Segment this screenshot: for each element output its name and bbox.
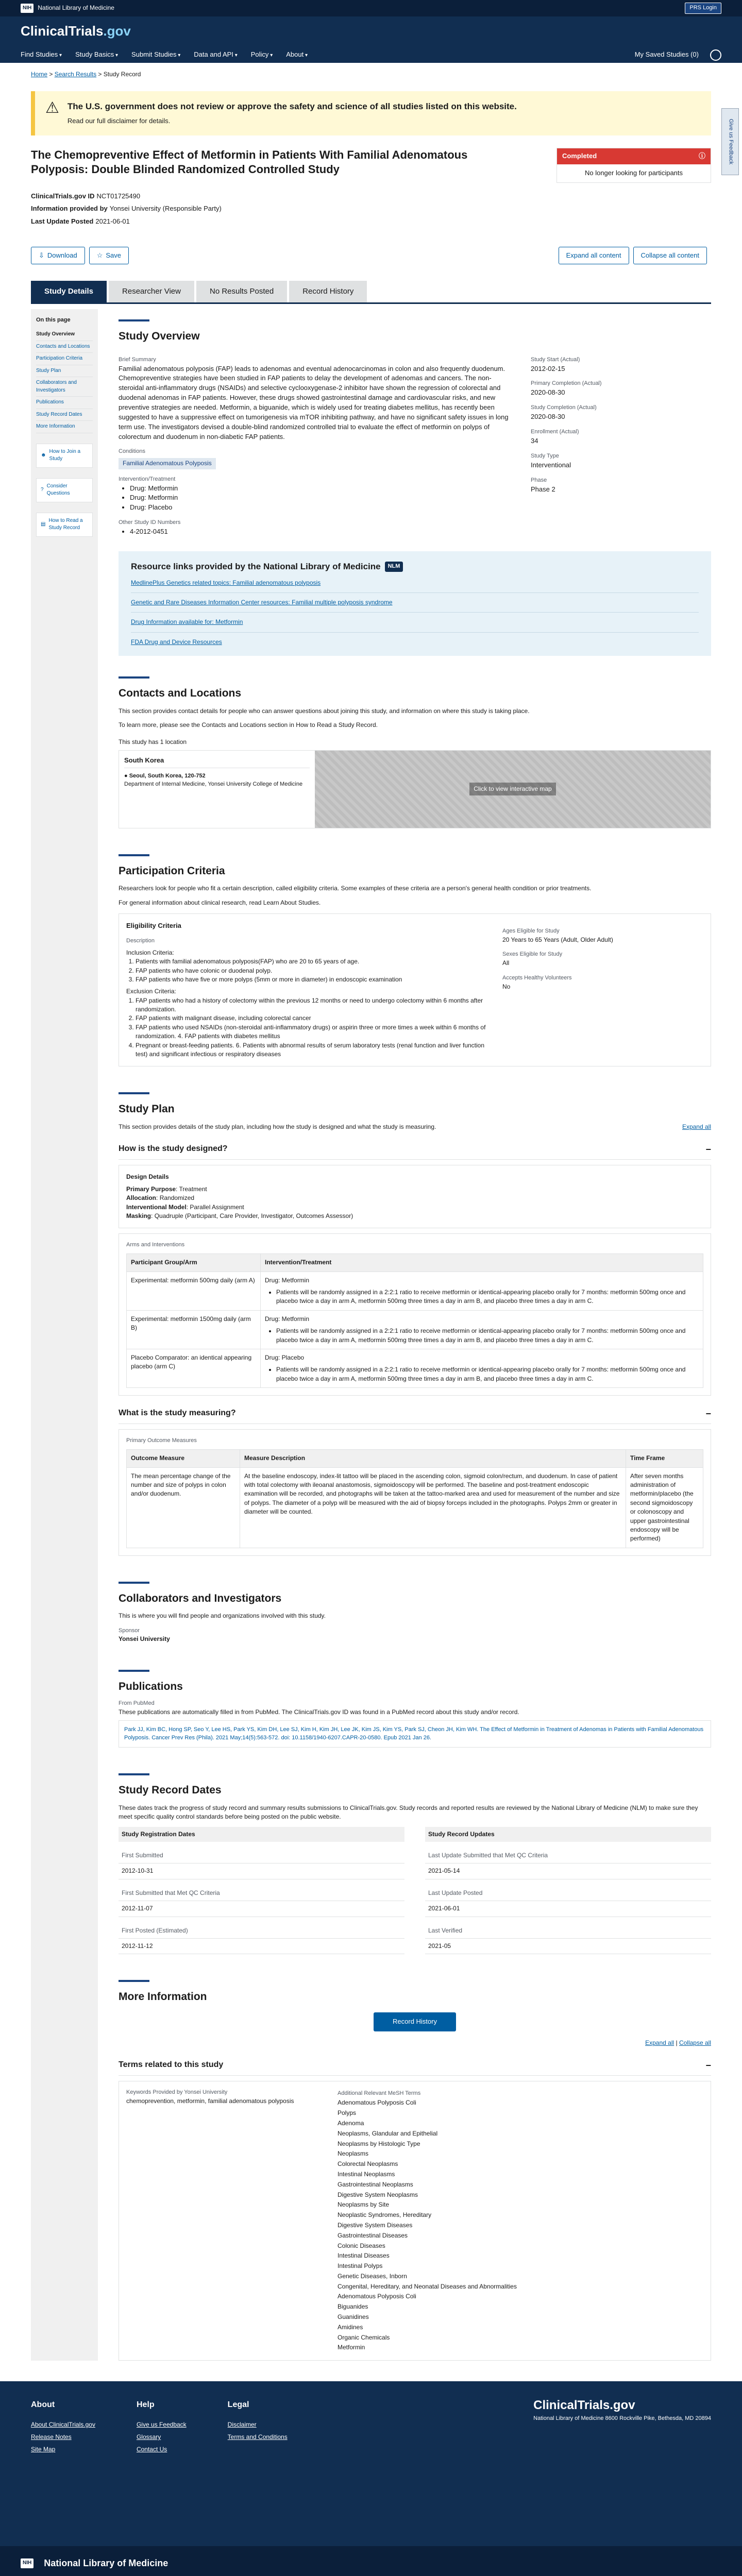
prs-login-button[interactable]: PRS Login (685, 3, 721, 14)
mesh-label: Additional Relevant MeSH Terms (338, 2090, 421, 2097)
mesh-term: Digestive System Neoplasms (338, 2191, 418, 2198)
pubs-intro: These publications are automatically filled in from PubMed. The ClinicalTrials.gov ID was found in a PubMed record about this study and/or record. (119, 1708, 519, 1716)
sidebar-item-contacts[interactable]: Contacts and Locations (36, 341, 93, 353)
sidebar-item-criteria[interactable]: Participation Criteria (36, 353, 93, 365)
tab-researcher-view[interactable]: Researcher View (109, 281, 194, 302)
ages-value: 20 Years to 65 Years (Adult, Older Adult) (502, 936, 613, 943)
study-meta (31, 190, 711, 228)
help-read-record[interactable] (36, 513, 93, 537)
plan-expand-all[interactable]: Expand all (682, 1123, 711, 1130)
terms-expand-all[interactable]: Expand all (645, 2039, 674, 2046)
mesh-term: Metformin (338, 2344, 365, 2351)
sidebar-item-overview[interactable]: Study Overview (36, 329, 93, 341)
mesh-term: Adenoma (338, 2119, 364, 2127)
design-value: Randomized (159, 1194, 195, 1202)
more-info-section: More Information Record History Expand all | Collapse all Terms related to this study − Keywords Provided by Yonsei University chemoprevention, metformin, familial adenomatous polyposis Additional Relevant MeSH Terms Adenomatous Polyposis Coli Polyps Adenoma Neoplasms, Glandular and Epithelial Neoplasms by Histologic Type Neoplasms Colorectal Neoplasms Intestinal Neoplasms Gastrointestinal Neoplasms Digestive System Neoplasms Neoplasms by Site Neoplastic Syndromes, Hereditary Digestive System Diseases Gastrointestinal Diseases Colonic Diseases Intestinal Diseases Intestinal Polyps Genetic Diseases, Inborn Congenital, Hereditary, and Neonatal Diseases and Abnormalities Adenomatous Polyposis Coli Biguanides Guanidines Amidines Organic Chemicals Metformin (119, 1980, 711, 2361)
collapse-all-button[interactable]: Collapse all content (633, 247, 707, 265)
section-rule (119, 1582, 149, 1584)
brief-label: Brief Summary (119, 356, 156, 363)
help-read-label: How to Read a Study Record (48, 517, 83, 531)
arm-desc: • Patients will be randomly assigned in a 2:2:1 ratio to receive metformin or identical-appearing placebo orally for 7 months: metformin 500mg once and placebo twice a day in arm A, metformin 500mg three times a day in arm B, and placebo three times a day in arm C. (276, 1365, 699, 1383)
plan-intro: This section provides details of the study plan, including how the study is designed and what the study is measuring. (119, 1123, 436, 1130)
resource-link[interactable]: MedlinePlus Genetics related topics: Familial adenomatous polyposis (131, 579, 321, 586)
download-icon: ⇩ (39, 251, 44, 259)
resource-row (131, 612, 699, 626)
location-count: This study has 1 location (119, 738, 187, 746)
download-button[interactable] (31, 247, 85, 265)
date-label: Last Update Posted (425, 1886, 711, 1901)
arm-name: Experimental: metformin 500mg daily (arm A) (127, 1272, 261, 1310)
study-start: 2012-02-15 (531, 364, 565, 372)
nlm-footer-title: National Library of Medicine (44, 2558, 168, 2569)
crumb-current: Study Record (103, 71, 141, 78)
eligibility-box (119, 913, 711, 1066)
resources-title: Resource links provided by the National Library of Medicine (131, 561, 381, 571)
arm-desc: • Patients will be randomly assigned in a 2:2:1 ratio to receive metformin or identical-appearing placebo orally for 7 months: metformin 500mg once and placebo twice a day in arm A, metformin 500mg three times a day in arm B, and placebo three times a day in arm C. (276, 1288, 699, 1306)
other-id: • 4-2012-0451 (130, 527, 510, 537)
study-title: The Chemopreventive Effect of Metformin in Patients With Familial Adenomatous Polyposis: Double Blinded Randomized Controlled Study (31, 148, 468, 176)
section-rule (119, 1773, 149, 1775)
outcome-measure: The mean percentage change of the number and size of polyps in colon and/or duodenum. (127, 1467, 240, 1548)
resource-row (131, 592, 699, 607)
sexes-value: All (502, 959, 510, 967)
location-site: Seoul, South Korea, 120-752 (129, 772, 206, 779)
footer-link[interactable]: Site Map (31, 2446, 56, 2453)
mesh-term: Intestinal Neoplasms (338, 2170, 395, 2178)
date-label: First Submitted that Met QC Criteria (119, 1886, 404, 1901)
footer-address: National Library of Medicine 8600 Rockville Pike, Bethesda, MD 20894 (533, 2415, 711, 2422)
dates-intro: These dates track the progress of study record and summary results submissions to ClinicalTrials.gov. Study records and reported results are reviewed by the National Library of Medicine (NLM) to make sure they meet specific quality control standards before being posted on the public website. (119, 1804, 698, 1821)
pubs-heading: Publications (119, 1680, 183, 1692)
study-type: Interventional (531, 461, 571, 469)
date-label: Last Update Submitted that Met QC Criteria (425, 1848, 711, 1863)
help-join-study[interactable] (36, 444, 93, 468)
mesh-term: Guanidines (338, 2313, 369, 2321)
mesh-term: Colonic Diseases (338, 2242, 385, 2249)
mesh-term: Neoplastic Syndromes, Hereditary (338, 2211, 432, 2219)
footer-link[interactable]: Terms and Conditions (227, 2433, 288, 2441)
condition-tag[interactable]: Familial Adenomatous Polyposis (119, 458, 216, 469)
collab-intro: This is where you will find people and organizations involved with this study. (119, 1612, 326, 1620)
footer-link[interactable]: About ClinicalTrials.gov (31, 2421, 95, 2429)
study-start-label: Study Start (Actual) (531, 356, 580, 363)
resource-link[interactable]: Genetic and Rare Diseases Information Center resources: Familial multiple polyposis syndrome (131, 598, 393, 606)
overview-heading: Study Overview (119, 330, 200, 343)
tab-record-history[interactable]: Record History (289, 281, 367, 302)
mesh-term: Genetic Diseases, Inborn (338, 2272, 407, 2280)
criteria-section (119, 854, 711, 1067)
dates-header: Study Registration Dates (119, 1827, 404, 1842)
nlm-title: National Library of Medicine (38, 4, 114, 12)
footer-link[interactable]: Disclaimer (227, 2421, 257, 2429)
alert-title: The U.S. government does not review or approve the safety and science of all studies listed on this website. (67, 101, 517, 112)
mesh-term: Adenomatous Polyposis Coli (338, 2099, 416, 2107)
mesh-term: Gastrointestinal Diseases (338, 2231, 408, 2239)
exclusion-item: 2. FAP patients with malignant disease, including colorectal cancer (136, 1014, 487, 1023)
sidebar-item-plan[interactable]: Study Plan (36, 365, 93, 378)
mesh-term: Colorectal Neoplasms (338, 2160, 398, 2168)
outcome-header: Time Frame (626, 1450, 703, 1467)
footer-logo[interactable] (533, 2397, 711, 2423)
tab-study-details[interactable]: Study Details (31, 281, 107, 302)
sexes-label: Sexes Eligible for Study (502, 951, 563, 958)
design-label: Interventional Model (126, 1203, 187, 1211)
tab-bar (31, 281, 711, 304)
help-questions[interactable] (36, 478, 93, 502)
design-label: Masking (126, 1212, 151, 1219)
table-row (127, 1310, 703, 1349)
arms-header: Participant Group/Arm (127, 1254, 261, 1272)
ages-label: Ages Eligible for Study (502, 927, 560, 934)
mesh-term: Neoplasms (338, 2150, 369, 2158)
footer-logo-text: ClinicalTrials.gov (533, 2398, 635, 2413)
study-completion-label: Study Completion (Actual) (531, 404, 597, 411)
nlm-footer (0, 2546, 742, 2576)
study-overview-section (119, 319, 711, 656)
enrollment-label: Enrollment (Actual) (531, 429, 579, 435)
location-region: South Korea (124, 756, 310, 768)
section-rule (119, 1980, 149, 1982)
enrollment: 34 (531, 436, 538, 445)
location-site-detail: Department of Internal Medicine, Yonsei University College of Medicine (124, 781, 303, 787)
inclusion-item: 2. FAP patients who have colonic or duodenal polyp. (136, 967, 487, 975)
arm-desc: • Patients will be randomly assigned in a 2:2:1 ratio to receive metformin or identical-appearing placebo orally for 7 months: metformin 500mg once and placebo twice a day in arm A, metformin 500mg three times a day in arm B, and placebo three times a day in arm C. (276, 1327, 699, 1345)
save-label: Save (106, 251, 122, 259)
tab-no-results[interactable]: No Results Posted (196, 281, 287, 302)
gov-bar (0, 0, 742, 16)
arm-name: Placebo Comparator: an identical appearing placebo (arm C) (127, 1349, 261, 1387)
location-pin-icon: ● (124, 772, 128, 779)
crumb-home[interactable]: Home (31, 71, 48, 78)
plan-heading: Study Plan (119, 1103, 175, 1115)
nct-label: ClinicalTrials.gov ID (31, 192, 95, 200)
posted-label: Last Update Posted (31, 217, 94, 225)
phase-label: Phase (531, 477, 547, 483)
footer-col-title: Help (136, 2400, 155, 2410)
contacts-section (119, 676, 711, 828)
feedback-tab[interactable] (721, 108, 739, 175)
intervention-item: • Drug: Metformin (130, 493, 510, 503)
design-title: Design Details (126, 1173, 169, 1181)
terms-heading: Terms related to this study (119, 2060, 224, 2070)
mesh-term: Intestinal Diseases (338, 2252, 390, 2260)
interactive-map[interactable] (315, 751, 711, 828)
nct-id: NCT01725490 (96, 192, 141, 200)
date-value: 2012-11-12 (119, 1939, 404, 1954)
status-note: No longer looking for participants (584, 168, 683, 177)
more-heading: More Information (119, 1991, 207, 2003)
mesh-term: Congenital, Hereditary, and Neonatal Diseases and Abnormalities (338, 2282, 517, 2290)
outcome-time: After seven months administration of metformin/placebo (the second sigmoidoscopy or colonoscopy and upper gastrointestinal endoscopy will be performed) (626, 1467, 703, 1548)
status-label: Completed (562, 151, 597, 160)
criteria-general: For general information about clinical research, read Learn About Studies. (119, 899, 321, 906)
disclaimer-alert (31, 91, 711, 135)
table-row (127, 1467, 703, 1548)
document-icon: ▤ (41, 521, 46, 527)
record-history-button[interactable]: Record History (374, 2012, 456, 2031)
resource-link[interactable]: Drug Information available for: Metformin (131, 618, 243, 626)
warning-icon: ⚠ (45, 99, 59, 117)
eligibility-title: Eligibility Criteria (126, 921, 181, 929)
collapse-icon[interactable]: − (705, 1409, 711, 1419)
design-label: Allocation (126, 1194, 157, 1202)
terms-box (119, 2081, 711, 2361)
sidebar-title: On this page (36, 317, 71, 324)
record-dates-section (119, 1773, 711, 1954)
outcome-header: Outcome Measure (127, 1450, 240, 1467)
expand-all-button[interactable]: Expand all content (559, 247, 629, 265)
outcome-title: Primary Outcome Measures (126, 1437, 197, 1444)
collapse-icon[interactable]: − (705, 2060, 711, 2071)
arm-drug: Drug: Metformin (265, 1276, 310, 1284)
dates-header: Study Record Updates (425, 1827, 711, 1842)
citation[interactable] (119, 1720, 711, 1748)
crumb-search-results[interactable]: Search Results (54, 71, 97, 78)
collaborators-section (119, 1582, 711, 1644)
inclusion-item: 3. FAP patients who have five or more polyps (5mm or more in diameter) in endoscopic examination (136, 975, 487, 984)
contacts-heading: Contacts and Locations (119, 687, 242, 700)
logo-tld: .gov (103, 23, 131, 39)
nav-find-studies[interactable]: Find Studies ▾ (21, 50, 62, 60)
nlm-resources (119, 551, 711, 656)
info-provider: Yonsei University (Responsible Party) (109, 205, 222, 213)
date-value: 2012-10-31 (119, 1863, 404, 1879)
saved-studies-link[interactable]: My Saved Studies (0) (634, 50, 699, 59)
footer-link[interactable]: Release Notes (31, 2433, 72, 2441)
date-value: 2021-05-14 (425, 1863, 711, 1879)
section-rule (119, 676, 149, 679)
section-rule (119, 1670, 149, 1672)
keywords-label: Keywords Provided by Yonsei University (126, 2089, 228, 2096)
keywords: chemoprevention, metformin, familial adenomatous polyposis (126, 2097, 294, 2105)
design-details-box: Design Details Primary Purpose: Treatment Allocation: Randomized Interventional Model: Parallel Assignment Masking: Quadruple (Participant, Care Provider, Investigator, Outcomes Assessor) (119, 1165, 711, 1228)
sidebar-item-collab[interactable]: Collaborators and Investigators (36, 377, 93, 397)
alert-text: Read our full disclaimer for details. (67, 117, 171, 125)
design-accordion[interactable] (119, 1140, 711, 1160)
mesh-term: Neoplasms, Glandular and Epithelial (338, 2129, 438, 2137)
intervention-label: Intervention/Treatment (119, 476, 176, 482)
collab-heading: Collaborators and Investigators (119, 1592, 282, 1604)
sidebar-item-more-info[interactable]: More Information (36, 421, 93, 433)
star-icon: ☆ (96, 251, 103, 259)
study-completion: 2020-08-30 (531, 413, 565, 421)
sidebar-item-publications[interactable]: Publications (36, 397, 93, 409)
measuring-question: What is the study measuring? (119, 1409, 236, 1418)
mesh-term: Polyps (338, 2109, 357, 2117)
citation-text: Park JJ, Kim BC, Hong SP, Seo Y, Lee HS, Park YS, Kim DH, Lee SJ, Kim H, Kim JH, Lee JK, Kim JS, Kim YS, Park SJ, Cheon JH, Kim WH. The Effect of Metformin in Treatment of Adenomas in Patients with Familial Adenomatous Polyposis. Cancer Prev Res (Phila). 2021 May;14(5):563-572. doi: 10.1158/1940-6207.CAPR-20-0580. Epub 2021 Jan 26. (124, 1726, 704, 1741)
help-questions-label: Consider Questions (46, 483, 70, 497)
mesh-term: Digestive System Diseases (338, 2221, 413, 2229)
sidebar-item-dates[interactable]: Study Record Dates (36, 409, 93, 421)
section-rule (119, 319, 149, 321)
location-map-block (119, 750, 711, 828)
mesh-term: Organic Chemicals (338, 2333, 390, 2341)
volunteers-value: No (502, 982, 511, 990)
outcome-desc: At the baseline endoscopy, index-lit tattoo will be placed in the ascending colon, sigmoid colon/rectum, and duodenum. In case of patient with total colectomy with ileoanal anastomosis, sigmoidoscopy will be performed. The baseline and post-treatment endoscopic examination will be recorded, and photographs will be taken at the tattoo-marked area and used for measurement of the number and size of polyps. The diameter of a polyp will be measured with the aid of biopsy forceps included in the photographs. Polyps 2mm or greater in diameter will be counted. (240, 1467, 626, 1548)
design-value: Quadruple (Participant, Care Provider, Investigator, Outcomes Assessor) (154, 1212, 353, 1219)
section-rule (119, 854, 149, 856)
info-label: Information provided by (31, 205, 108, 213)
sidebar (31, 309, 98, 2361)
info-icon[interactable]: ⓘ (698, 151, 705, 160)
exclusion-item: 1. FAP patients who had a history of colectomy within the previous 12 months or need to undergo colectomy within 6 months after randomization. (136, 996, 487, 1014)
site-header (0, 16, 742, 63)
design-label: Primary Purpose (126, 1185, 176, 1193)
footer-col-title: About (31, 2400, 55, 2410)
resource-link[interactable]: FDA Drug and Device Resources (131, 638, 222, 646)
nav-policy[interactable]: Policy ▾ (251, 50, 273, 60)
save-button[interactable] (89, 247, 129, 265)
mesh-list (338, 2098, 703, 2353)
content (98, 304, 711, 2361)
nav-data-api[interactable]: Data and API ▾ (194, 50, 237, 60)
footer-link[interactable]: Contact Us (136, 2446, 167, 2453)
study-type-label: Study Type (531, 452, 559, 459)
terms-accordion[interactable] (119, 2056, 711, 2076)
primary-completion-label: Primary Completion (Actual) (531, 380, 602, 387)
nav-study-basics[interactable]: Study Basics ▾ (75, 50, 118, 60)
sponsor: Yonsei University (119, 1635, 170, 1643)
intervention-item: • Drug: Placebo (130, 503, 510, 513)
primary-completion: 2020-08-30 (531, 388, 565, 397)
arms-box (119, 1233, 711, 1396)
pubs-label: From PubMed (119, 1700, 155, 1707)
map-label: Click to view interactive map (469, 783, 555, 795)
exclusion-label: Exclusion Criteria: (126, 988, 176, 995)
design-value: Parallel Assignment (190, 1203, 244, 1211)
dates-heading: Study Record Dates (119, 1784, 222, 1797)
table-row (127, 1272, 703, 1310)
arm-drug: Drug: Placebo (265, 1353, 305, 1361)
date-value: 2021-06-01 (425, 1901, 711, 1917)
publications-section (119, 1670, 711, 1748)
criteria-heading: Participation Criteria (119, 865, 225, 877)
main-area (31, 304, 711, 2361)
footer-link[interactable]: Glossary (136, 2433, 161, 2441)
study-plan-section (119, 1092, 711, 1555)
phase: Phase 2 (531, 485, 555, 493)
design-question: How is the study designed? (119, 1144, 228, 1154)
mesh-term: Neoplasms by Site (338, 2201, 390, 2209)
dates-grid (119, 1827, 711, 1955)
arms-header: Intervention/Treatment (261, 1254, 703, 1272)
question-icon: ? (41, 486, 44, 493)
sponsor-label: Sponsor (119, 1627, 140, 1634)
last-posted: 2021-06-01 (95, 217, 130, 225)
status-box (556, 148, 711, 183)
criteria-intro: Researchers look for people who fit a certain description, called eligibility criteria. Some examples of these criteria are a person's general health condition or prior treatments. (119, 885, 592, 892)
footer-col-title: Legal (227, 2400, 249, 2410)
search-icon[interactable] (710, 49, 721, 61)
volunteers-label: Accepts Healthy Volunteers (502, 974, 572, 981)
collapse-icon[interactable]: − (705, 1144, 711, 1155)
date-value: 2021-05 (425, 1939, 711, 1954)
resource-row (131, 579, 699, 587)
date-label: First Posted (Estimated) (119, 1923, 404, 1939)
design-value: Treatment (179, 1185, 207, 1193)
action-bar (31, 247, 711, 265)
person-icon: ☻ (41, 452, 46, 458)
other-id-label: Other Study ID Numbers (119, 519, 181, 526)
intervention-item: • Drug: Metformin (130, 484, 510, 494)
table-row (127, 1349, 703, 1387)
measuring-accordion[interactable] (119, 1404, 711, 1424)
exclusion-item: 4. Pregnant or breast-feeding patients. 6. Patients with abnormal results of serum laboratory tests (renal function and liver function test) and significant infectious or respiratory diseases (136, 1041, 487, 1059)
conditions-label: Conditions (119, 448, 145, 455)
exclusion-item: 3. FAP patients who used NSAIDs (non-steroidal anti-inflammatory drugs) or aspirin three or more times a week within 6 months of randomization. 4. FAP patients with diabetes mellitus (136, 1023, 487, 1041)
date-value: 2012-11-07 (119, 1901, 404, 1917)
mesh-term: Gastrointestinal Neoplasms (338, 2180, 413, 2188)
help-join-label: How to Join a Study (49, 448, 81, 462)
date-label: First Submitted (119, 1848, 404, 1863)
section-rule (119, 1092, 149, 1094)
nav-submit-studies[interactable]: Submit Studies ▾ (131, 50, 180, 60)
inclusion-item: 1. Patients with familial adenomatous polyposis(FAP) who are 20 to 65 years of age. (136, 957, 487, 966)
nav-about[interactable]: About ▾ (286, 50, 308, 60)
mesh-term: Intestinal Polyps (338, 2262, 383, 2270)
inclusion-label: Inclusion Criteria: (126, 948, 174, 956)
description-label: Description (126, 937, 155, 944)
brief-summary: Familial adenomatous polyposis (FAP) leads to adenomas and eventual adenocarcinomas in colon and also frequently duodenum. Chemopreventive strategies have been studied in FAP patients to delay the development of adenomas and cancers. The non-steroidal anti-inflammatory drugs (NSAIDs) and selective cyclooxygenase-2 inhibitor have shown the regression of colorectal and duodenal adenomas in FAP patients. However, these drugs showed gastrointestinal damage and cardiovascular risks, and new preventive strategies are needed. Metformin, a biguanide, which is widely used for treating diabetes mellitus, has recently been suggested to have a suppressive effect on tumorigenesis via mTOR inhibiting pathway, and have no significant safety issues in long term use. The investigators devised a double-blind randomized controlled trial to evaluate the effect of metformin on polyps of colorectum and duodenum in non-diabetic FAP patients. (119, 364, 509, 440)
mesh-term: Neoplasms by Histologic Type (338, 2140, 420, 2147)
mesh-term: Biguanides (338, 2303, 368, 2311)
terms-collapse-all[interactable]: Collapse all (679, 2039, 711, 2046)
arm-name: Experimental: metformin 1500mg daily (arm B) (127, 1310, 261, 1349)
mesh-term: Adenomatous Polyposis Coli (338, 2293, 416, 2300)
arms-table (126, 1253, 703, 1388)
logo-main: ClinicalTrials (21, 23, 104, 39)
outcome-box (119, 1429, 711, 1555)
contacts-learn: To learn more, please see the Contacts and Locations section in How to Read a Study Record. (119, 721, 378, 728)
nih-badge: NIH (21, 2558, 33, 2568)
main-nav (21, 49, 721, 61)
mesh-term: Amidines (338, 2323, 363, 2331)
site-logo[interactable] (21, 22, 721, 41)
site-footer (0, 2381, 742, 2546)
breadcrumb: Home > Search Results > Study Record (31, 71, 141, 78)
footer-link[interactable]: Give us Feedback (136, 2421, 187, 2429)
resource-row (131, 632, 699, 647)
arm-drug: Drug: Metformin (265, 1315, 310, 1323)
outcome-header: Measure Description (240, 1450, 626, 1467)
feedback-label: Give us Feedback (727, 118, 734, 165)
nih-badge: NIH (21, 4, 33, 13)
study-header (31, 148, 711, 183)
nlm-badge: NLM (385, 562, 403, 572)
outcome-table (126, 1449, 703, 1548)
contacts-intro: This section provides contact details for people who can answer questions about joining this study, and information on where this study is taking place. (119, 707, 530, 715)
arms-title: Arms and Interventions (126, 1242, 185, 1248)
date-label: Last Verified (425, 1923, 711, 1939)
download-label: Download (47, 251, 77, 259)
